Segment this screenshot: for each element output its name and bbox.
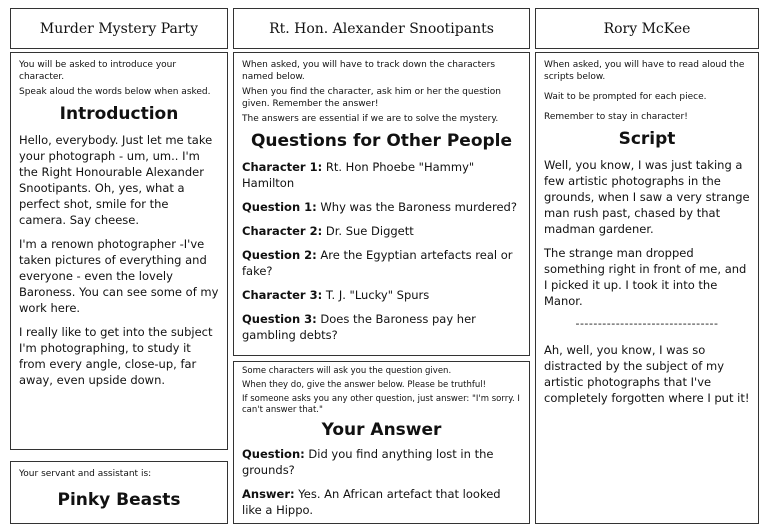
question-1-text: Why was the Baroness murdered? (320, 200, 517, 214)
servant-panel (10, 461, 228, 524)
answer-title: Your Answer (321, 420, 442, 440)
script-paragraph-1: Well, you know, I was just taking a few artistic photographs in the grounds, when I saw a very strange man rush past, chased by that madman gardener. (544, 158, 750, 236)
header-right-title: Rory McKee (603, 20, 691, 37)
question-3-label: Question 3: (242, 312, 317, 326)
introduction-title: Introduction (59, 104, 179, 124)
answer-question-text: Did you find anything lost in the grounds? (242, 447, 494, 477)
question-1-line (242, 199, 521, 215)
character-1-text: Rt. Hon Phoebe "Hammy" Hamilton (242, 160, 475, 190)
answer-panel (233, 361, 530, 524)
header-left (10, 8, 228, 49)
question-1-label: Question 1: (242, 200, 317, 214)
script-panel (535, 52, 759, 524)
questions-instruction-1: When asked, you will have to track down the characters named below. (242, 60, 496, 82)
header-right (535, 8, 759, 49)
introduction-panel (10, 52, 228, 450)
script-title: Script (618, 129, 676, 149)
character-2-line (242, 223, 521, 239)
answer-question-label: Question: (242, 447, 305, 461)
character-2-text: Dr. Sue Diggett (325, 224, 414, 238)
questions-instruction-3: The answers are essential if we are to solve the mystery. (242, 114, 499, 124)
questions-instruction-2: When you find the character, ask him or her the question given. Remember the answer! (242, 87, 501, 109)
header-middle-title: Rt. Hon. Alexander Snootipants (269, 20, 494, 37)
script-instruction-3: Remember to stay in character! (544, 112, 688, 122)
intro-instruction-2: Speak aloud the words below when asked. (19, 87, 211, 97)
answer-answer-text: Yes. An African artefact that looked like a Hippo. (242, 487, 501, 517)
intro-paragraph-3: I really like to get into the subject I'm photographing, to study it from every angle, close-up, far away, even upside down. (19, 325, 213, 387)
intro-paragraph-1: Hello, everybody. Just let me take your photograph - um, um.. I'm the Right Honourable Alexander Snootipants. Oh, yes, what a perfect shot, smile for the camera. Say cheese. (19, 133, 213, 227)
character-3-line (242, 287, 521, 303)
intro-instruction-1: You will be asked to introduce your character. (19, 60, 177, 82)
script-paragraph-2: The strange man dropped something right in front of me, and I picked it up. I took it into the Manor. (544, 246, 747, 308)
character-1-line (242, 159, 521, 191)
question-3-line (242, 311, 521, 343)
question-3-text: Does the Baroness pay her gambling debts? (242, 312, 476, 342)
questions-title: Questions for Other People (250, 131, 513, 151)
script-instruction-1: When asked, you will have to read aloud the scripts below. (544, 60, 745, 82)
questions-panel (233, 52, 530, 356)
character-3-text: T. J. "Lucky" Spurs (325, 288, 430, 302)
script-instruction-2: Wait to be prompted for each piece. (544, 92, 707, 102)
answer-question-line (242, 446, 521, 478)
answer-answer-line (242, 486, 521, 518)
header-middle (233, 8, 530, 49)
question-2-text: Are the Egyptian artefacts real or fake? (242, 248, 513, 278)
script-separator: -------------------------------- (575, 317, 719, 330)
character-2-label: Character 2: (242, 224, 323, 238)
answer-instruction-3: If someone asks you any other question, just answer: "I'm sorry. I can't answer that." (242, 394, 520, 415)
header-left-title: Murder Mystery Party (39, 20, 199, 37)
character-1-label: Character 1: (242, 160, 323, 174)
intro-paragraph-2: I'm a renown photographer -I've taken pictures of everything and everyone - even the lovely Baroness. You can see some of my work here. (19, 237, 219, 315)
answer-answer-label: Answer: (242, 487, 295, 501)
question-2-label: Question 2: (242, 248, 317, 262)
servant-label: Your servant and assistant is: (19, 469, 152, 479)
answer-instruction-2: When they do, give the answer below. Please be truthful! (242, 380, 487, 390)
answer-instruction-1: Some characters will ask you the question given. (242, 366, 452, 376)
servant-name: Pinky Beasts (57, 490, 181, 510)
script-paragraph-3: Ah, well, you know, I was so distracted by the subject of my artistic photographs that I've completely forgotten where I put it! (544, 343, 750, 405)
question-2-line (242, 247, 521, 279)
character-3-label: Character 3: (242, 288, 323, 302)
